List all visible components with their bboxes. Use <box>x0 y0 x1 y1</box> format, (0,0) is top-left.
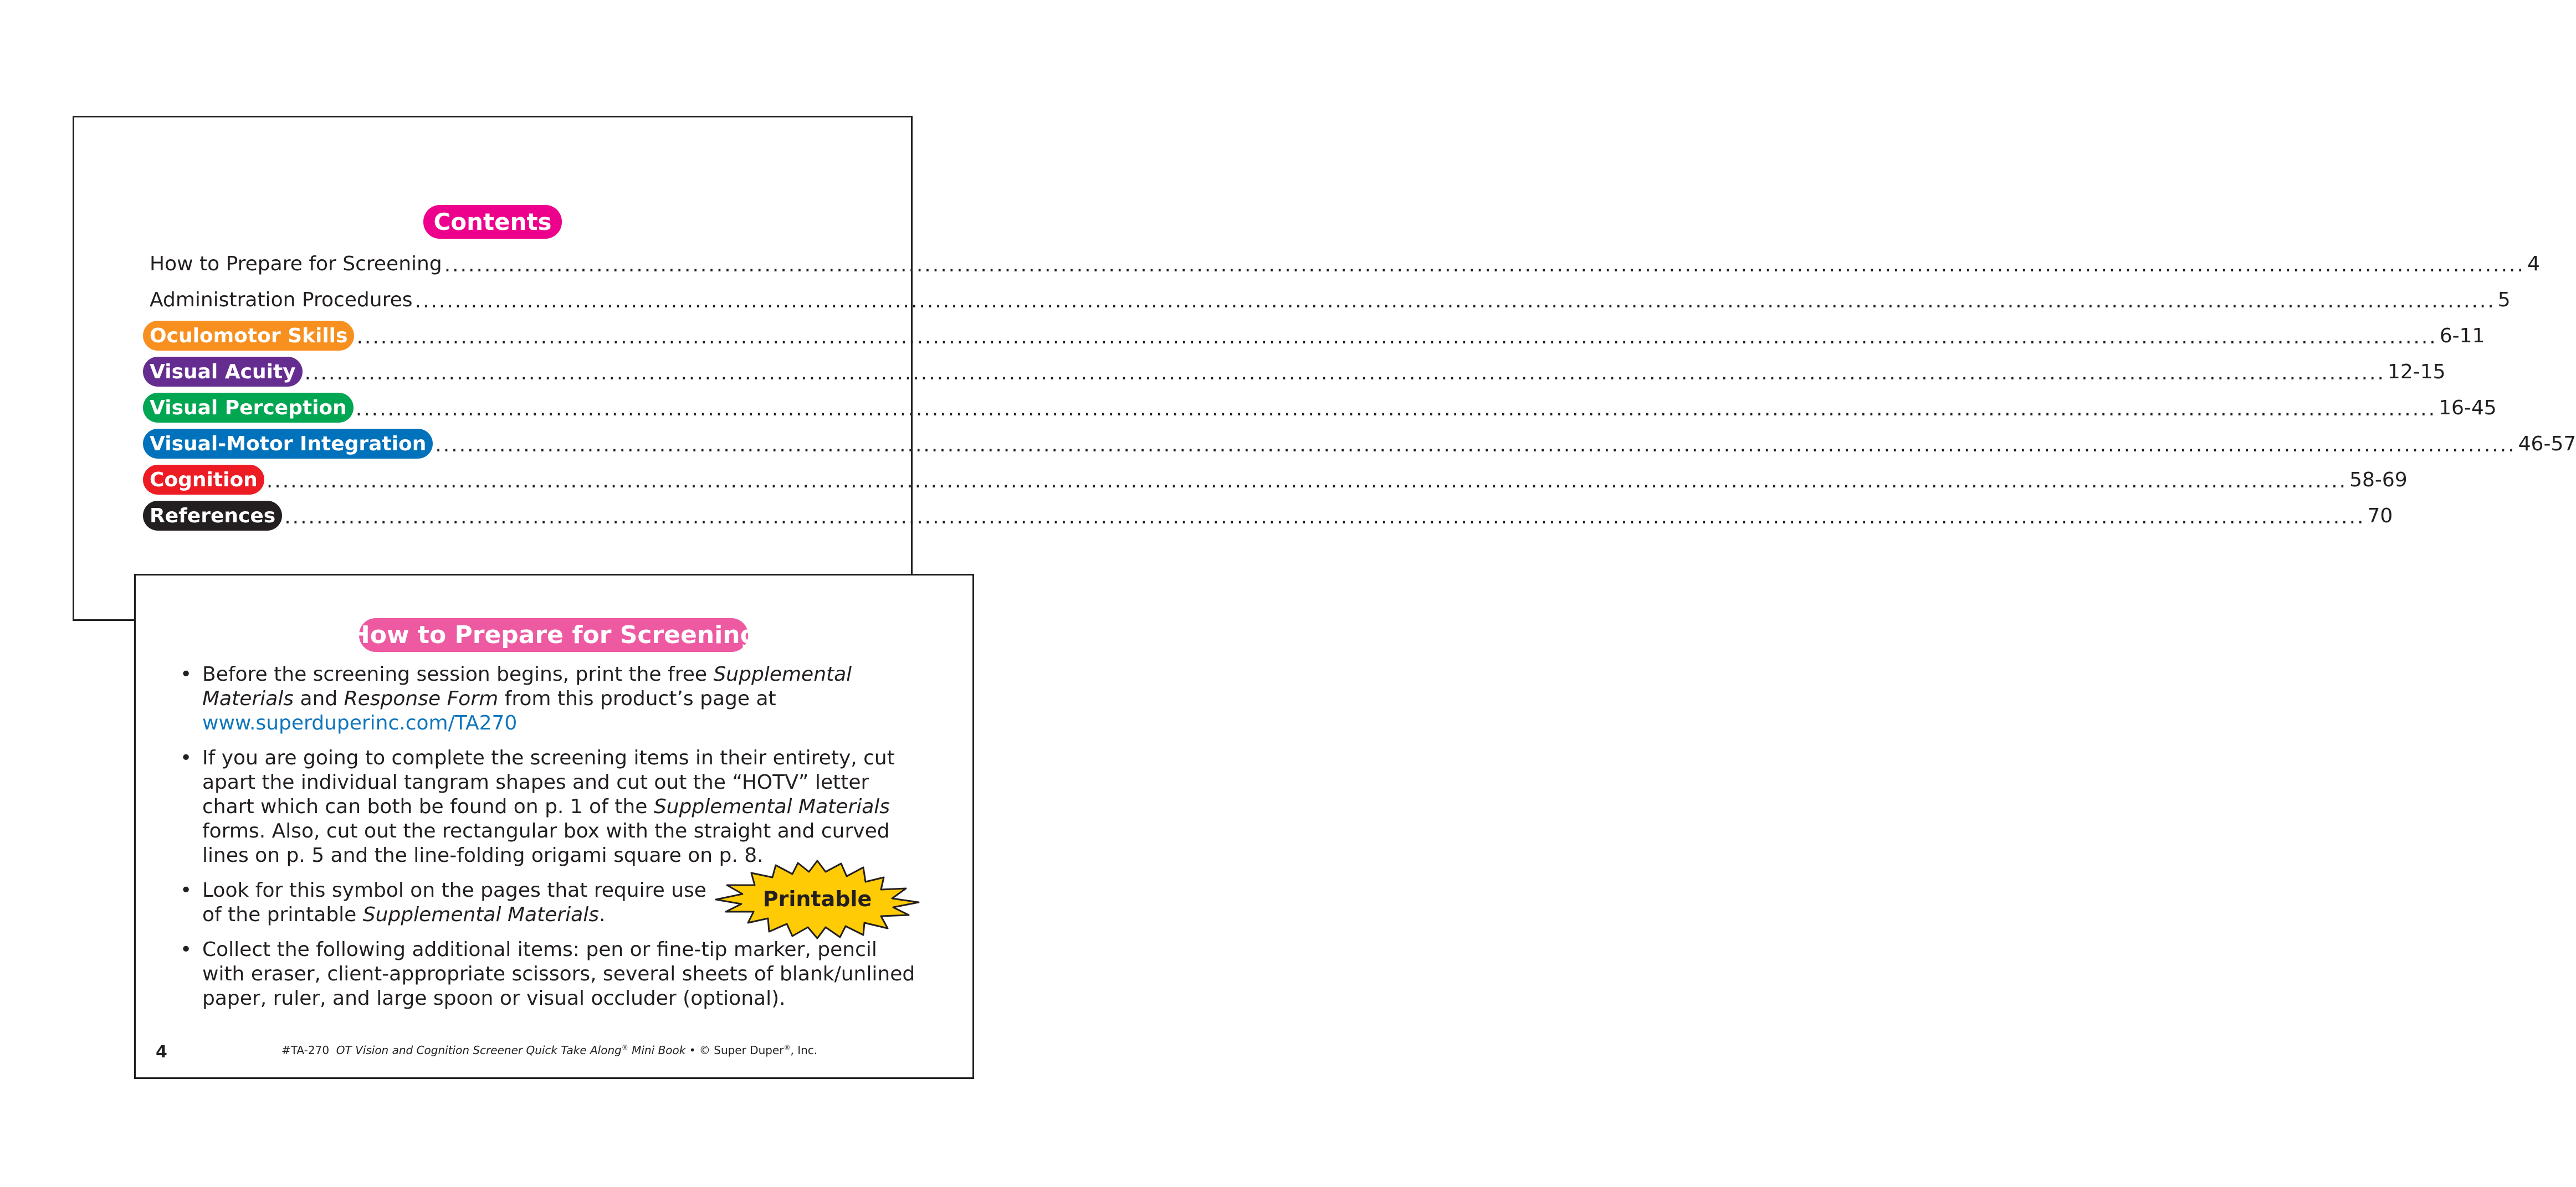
toc-entry-page: 5 <box>2497 288 2511 311</box>
toc-leader-dots: .................................................................................................................................................................................................................................................................... <box>414 289 2496 312</box>
bullet-dot: • <box>180 879 192 902</box>
toc-entry-label: Administration Procedures <box>150 288 413 311</box>
contents-title: Contents <box>423 205 562 239</box>
toc-entry[interactable] <box>143 248 2540 279</box>
toc-leader-dots: .................................................................................................................................................................................................................................................................... <box>284 505 2365 528</box>
toc-entry[interactable] <box>143 320 2485 351</box>
bullet-print-materials: • Before the screening session begins, print the free Supplemental Materials and Response Form from this product’s page at www.superduperinc.com/TA270 <box>180 663 852 734</box>
toc-entry-label: Cognition <box>143 465 264 495</box>
toc-entry-page: 46-57 <box>2518 432 2576 455</box>
toc-entry[interactable] <box>143 500 2393 531</box>
toc-entry-page: 12-15 <box>2387 360 2446 383</box>
toc-entry-page: 70 <box>2367 504 2393 527</box>
toc-entry-label: Visual-Motor Integration <box>143 429 433 459</box>
toc-leader-dots: .................................................................................................................................................................................................................................................................... <box>444 253 2525 276</box>
bullet-dot: • <box>180 663 192 686</box>
toc-leader-dots: .................................................................................................................................................................................................................................................................... <box>356 325 2437 348</box>
printable-badge-label: Printable <box>762 887 872 911</box>
toc-entry-page: 16-45 <box>2439 396 2497 419</box>
contents-card <box>73 116 2576 621</box>
prepare-title: How to Prepare for Screening <box>359 618 748 652</box>
toc-entry-label: Visual Perception <box>143 393 354 423</box>
prepare-card <box>134 574 974 1079</box>
bullet-cut-shapes: • If you are going to complete the screening items in their entirety, cut apart the individual tangram shapes and cut out the “HOTV” letter chart which can both be found on p. 1 of the Supplemental Materials forms. Also, cut out the rectangular box with the straight and curved lines on p. 5 and the line-folding origami square on p. 8. <box>180 747 895 867</box>
toc-entry-label: Visual Acuity <box>143 357 303 387</box>
toc-entry-label: Oculomotor Skills <box>143 321 354 351</box>
bullet-dot: • <box>180 938 192 961</box>
toc-entry[interactable] <box>143 464 2408 495</box>
toc-entry-label: How to Prepare for Screening <box>150 252 442 275</box>
printable-badge <box>715 861 920 938</box>
bullet-printable-symbol: • Look for this symbol on the pages that require use of the printable Supplemental Materials. <box>180 879 706 926</box>
toc-entry[interactable] <box>143 428 2576 459</box>
page-number: 4 <box>156 1042 167 1062</box>
toc-entry[interactable] <box>143 392 2497 423</box>
bullet-collect-items: • Collect the following additional items: pen or fine-tip marker, pencil with eraser, client-appropriate scissors, several sheets of blank/unlined paper, ruler, and large spoon or visual occluder (optional). <box>180 938 915 1010</box>
toc-entry-page: 58-69 <box>2349 468 2408 491</box>
toc-leader-dots: .................................................................................................................................................................................................................................................................... <box>435 433 2516 456</box>
footer: #TA-270 OT Vision and Cognition Screener Quick Take Along® Mini Book • © Super Duper®, Inc. <box>281 1044 818 1057</box>
toc-entry-page: 6-11 <box>2439 324 2485 347</box>
toc-leader-dots: .................................................................................................................................................................................................................................................................... <box>355 397 2437 420</box>
toc-entry-label: References <box>143 501 282 531</box>
toc-entry[interactable] <box>143 356 2446 387</box>
bullet-dot: • <box>180 747 192 769</box>
toc-leader-dots: .................................................................................................................................................................................................................................................................... <box>304 361 2385 384</box>
toc-entry-page: 4 <box>2527 252 2540 275</box>
toc-leader-dots: .................................................................................................................................................................................................................................................................... <box>266 469 2348 492</box>
toc-entry[interactable] <box>143 284 2511 315</box>
product-page-link[interactable]: www.superduperinc.com/TA270 <box>202 712 518 734</box>
